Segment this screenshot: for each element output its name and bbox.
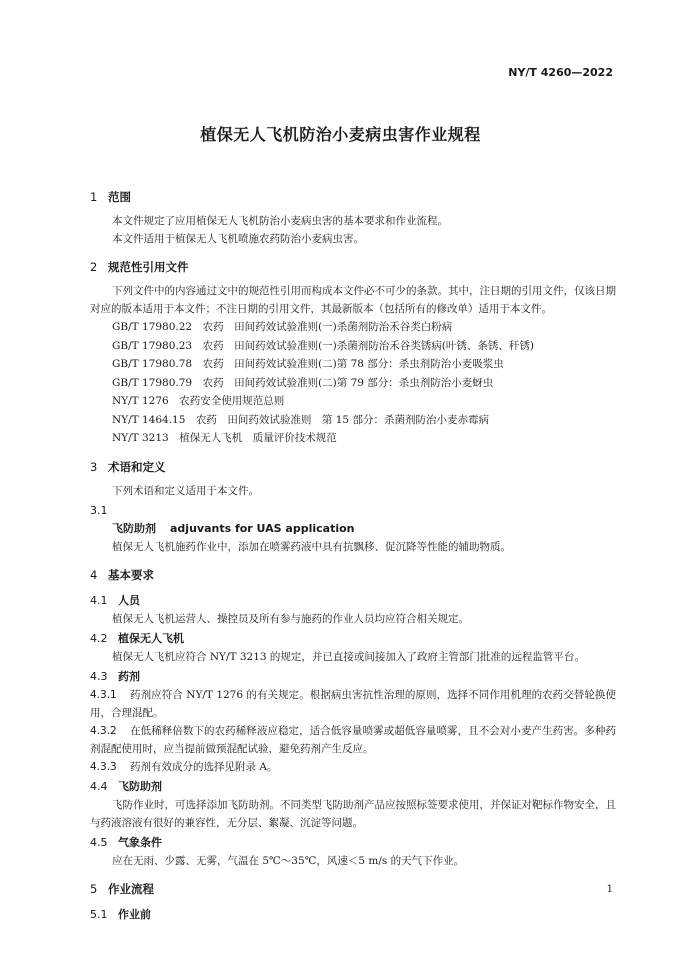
section-number: 1 — [90, 190, 98, 204]
clause-4-3-2: 4.3.2 在低稀释倍数下的农药稀释液应稳定，适合低容量喷雾或超低容量喷雾，且不会对小麦产生药害。多种药剂混配使用时，应当提前做预混配试验，避免药剂产生反应。 — [90, 724, 616, 755]
term-chinese: 飞防助剂 — [112, 521, 156, 535]
section-title: 规范性引用文件 — [108, 260, 189, 274]
section-number: 3 — [90, 459, 98, 474]
paragraph: 本文件规定了应用植保无人飞机防治小麦病虫害的基本要求和作业流程。 — [112, 215, 448, 227]
section-1-heading — [90, 188, 616, 206]
subsection-4-3-heading: 4.3 药剂 — [90, 669, 140, 683]
paragraph: 植保无人飞机运营人、操控员及所有参与施药的作业人员均应符合相关规定。 — [112, 612, 469, 625]
section-number: 4 — [90, 567, 98, 582]
document-title: 植保无人飞机防治小麦病虫害作业规程 — [200, 125, 481, 144]
section-4-heading — [90, 566, 616, 584]
paragraph: 下列文件中的内容通过文中的规范性引用而构成本文件必不可少的条款。其中，注日期的引用文件，仅该日期对应的版本适用于本文件；不注日期的引用文件，其最新版本（包括所有的修改单）适用于本文件。 — [90, 285, 616, 315]
term-definition: 植保无人飞机施药作业中，添加在喷雾药液中具有抗飘移、促沉降等性能的辅助物质。 — [112, 540, 511, 553]
clause-4-3-3: 4.3.3 药剂有效成分的选择见附录 A。 — [90, 760, 278, 773]
term-english: adjuvants for UAS application — [170, 521, 355, 535]
paragraph: 下列术语和定义适用于本文件。 — [112, 484, 259, 497]
section-2-heading — [90, 258, 616, 276]
subsection-5-1-heading: 5.1 作业前 — [90, 907, 151, 921]
subsection-4-2-heading: 4.2 植保无人飞机 — [90, 631, 184, 645]
reference-item: GB/T 17980.78 农药 田间药效试验准则(二)第 78 部分：杀虫剂防治小麦吸浆虫 — [112, 358, 504, 370]
section-title: 范围 — [108, 190, 131, 204]
term-number: 3.1 — [90, 503, 108, 517]
clause-4-3-1: 4.3.1 药剂应符合 NY/T 1276 的有关规定。根据病虫害抗性治理的原则，选择不同作用机理的农药交替轮换使用，合理混配。 — [90, 688, 616, 719]
reference-item: NY/T 3213 植保无人飞机 质量评价技术规范 — [112, 432, 337, 444]
reference-item: GB/T 17980.22 农药 田间药效试验准则(一)杀菌剂防治禾谷类白粉病 — [112, 321, 453, 333]
section-5-heading — [90, 880, 616, 898]
term-heading — [90, 520, 616, 538]
paragraph: 飞防作业时，可选择添加飞防助剂。不同类型飞防助剂产品应按照标签要求使用，并保证对靶标作物安全，且与药液溶液有很好的兼容性，无分层、絮凝、沉淀等问题。 — [90, 798, 616, 829]
subsection-4-5-heading: 4.5 气象条件 — [90, 835, 162, 849]
section-number: 2 — [90, 260, 98, 274]
reference-item: GB/T 17980.23 农药 田间药效试验准则(一)杀菌剂防治禾谷类锈病(叶锈、条锈、秆锈) — [112, 339, 534, 352]
paragraph: 本文件适用于植保无人飞机喷施农药防治小麦病虫害。 — [112, 233, 364, 245]
subsection-4-4-heading: 4.4 飞防助剂 — [90, 779, 162, 793]
subsection-4-1-heading: 4.1 人员 — [90, 593, 140, 607]
reference-item: NY/T 1276 农药安全使用规范总则 — [112, 395, 285, 407]
reference-item: NY/T 1464.15 农药 田间药效试验准则 第 15 部分：杀菌剂防治小麦赤霉病 — [112, 413, 489, 426]
section-title: 作业流程 — [108, 881, 154, 896]
reference-item: GB/T 17980.79 农药 田间药效试验准则(二)第 79 部分：杀虫剂防治小麦蚜虫 — [112, 376, 494, 389]
section-3-heading — [90, 458, 616, 476]
section-number: 5 — [90, 881, 98, 896]
page-number: 1 — [606, 884, 613, 895]
document-code: NY/T 4260—2022 — [508, 66, 613, 79]
document-body — [90, 178, 616, 924]
section-title: 术语和定义 — [108, 459, 166, 474]
section-title: 基本要求 — [108, 567, 154, 582]
paragraph: 应在无雨、少露、无雾，气温在 5℃～35℃，风速＜5 m/s 的天气下作业。 — [112, 854, 465, 867]
paragraph: 植保无人飞机应符合 NY/T 3213 的规定，并已直接或间接加入了政府主管部门批准的远程监管平台。 — [112, 650, 585, 663]
